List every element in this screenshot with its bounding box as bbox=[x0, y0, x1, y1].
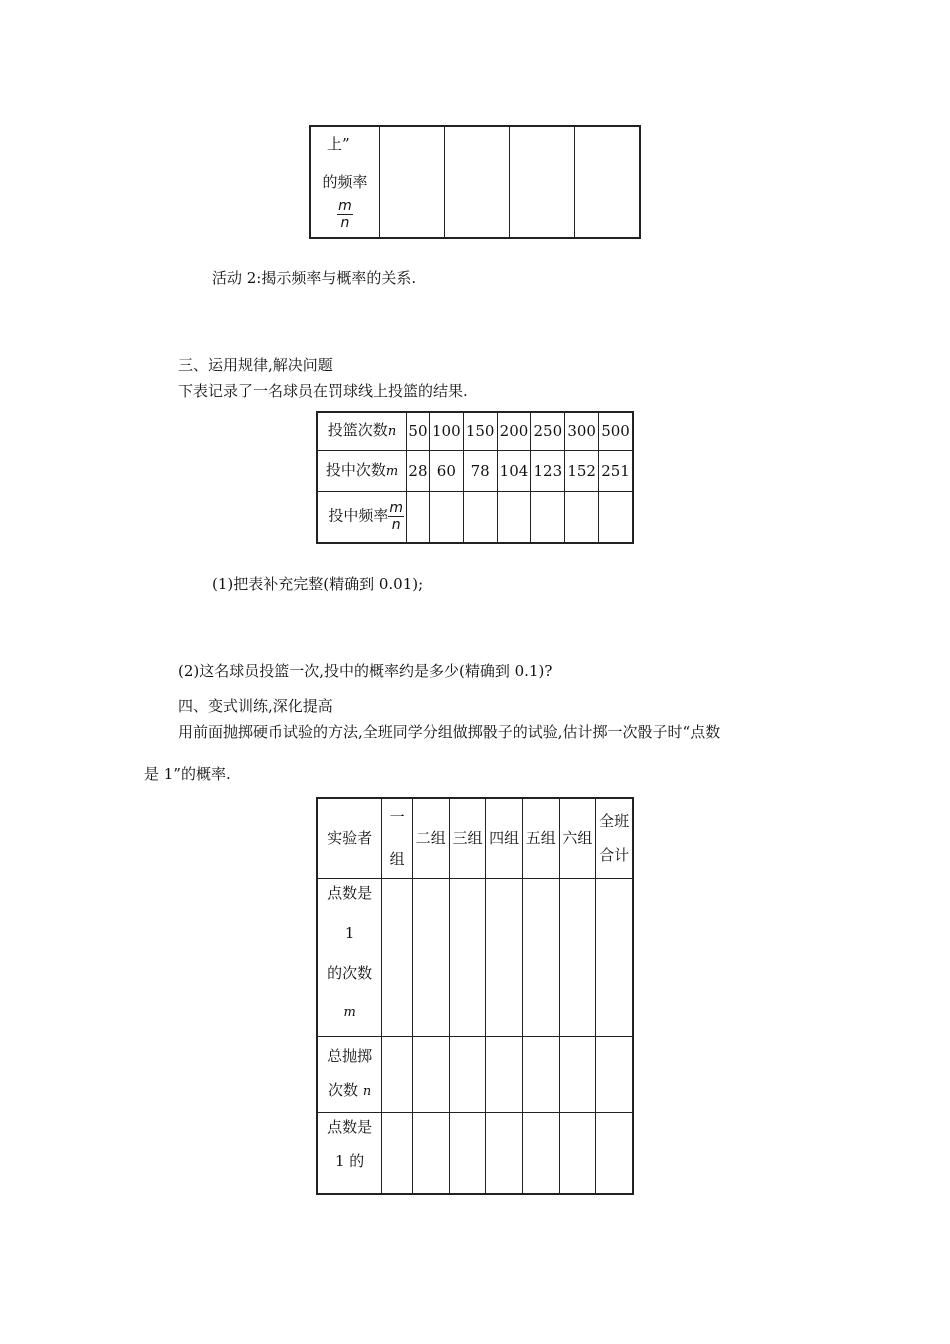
shooting-results-table bbox=[316, 411, 634, 544]
row-label-count-of-one: 点数是 1 的次数 m bbox=[317, 878, 382, 1036]
header-group-2: 二组 bbox=[412, 798, 449, 878]
hits-value: 28 bbox=[407, 450, 430, 491]
question-2: (2)这名球员投篮一次,投中的概率约是多少(精确到 0.1)? bbox=[178, 662, 553, 680]
hits-value: 60 bbox=[429, 450, 463, 491]
empty-cell bbox=[449, 878, 486, 1036]
empty-cell bbox=[382, 878, 413, 1036]
header-group-4: 四组 bbox=[486, 798, 523, 878]
empty-cell bbox=[463, 491, 497, 543]
empty-cell bbox=[449, 1036, 486, 1112]
attempts-value: 250 bbox=[531, 412, 565, 450]
empty-cell bbox=[575, 126, 641, 238]
hits-value: 78 bbox=[463, 450, 497, 491]
row-label-hits: 投中次数m bbox=[317, 450, 407, 491]
section-4-heading: 四、变式训练,深化提高 bbox=[178, 697, 333, 715]
header-group-5: 五组 bbox=[522, 798, 559, 878]
empty-cell bbox=[596, 1036, 633, 1112]
attempts-value: 50 bbox=[407, 412, 430, 450]
attempts-value: 150 bbox=[463, 412, 497, 450]
section-4-para-line-1: 用前面抛掷硬币试验的方法,全班同学分组做掷骰子的试验,估计掷一次骰子时“点数 bbox=[178, 723, 721, 741]
row-label-attempts: 投篮次数n bbox=[317, 412, 407, 450]
label-line-2: 的频率 bbox=[322, 172, 368, 191]
empty-cell bbox=[559, 1036, 596, 1112]
attempts-value: 300 bbox=[565, 412, 599, 450]
row-label-frequency-of-one: 点数是 1 的 bbox=[317, 1112, 382, 1194]
empty-cell bbox=[522, 878, 559, 1036]
header-group-6: 六组 bbox=[559, 798, 596, 878]
empty-cell bbox=[596, 1112, 633, 1194]
empty-cell bbox=[510, 126, 575, 238]
hits-value: 104 bbox=[497, 450, 531, 491]
section-3-intro: 下表记录了一名球员在罚球线上投篮的结果. bbox=[178, 382, 468, 400]
header-group-1: 一 组 bbox=[382, 798, 413, 878]
empty-cell bbox=[497, 491, 531, 543]
header-total: 全班 合计 bbox=[596, 798, 633, 878]
empty-cell bbox=[382, 1036, 413, 1112]
question-1: (1)把表补充完整(精确到 0.01); bbox=[212, 575, 424, 593]
header-experimenter: 实验者 bbox=[317, 798, 382, 878]
hits-value: 251 bbox=[599, 450, 633, 491]
header-group-3: 三组 bbox=[449, 798, 486, 878]
fraction-m-over-n: $\frac{m}{n}$ bbox=[338, 197, 352, 231]
empty-cell bbox=[559, 1112, 596, 1194]
empty-cell bbox=[559, 878, 596, 1036]
empty-cell bbox=[565, 491, 599, 543]
empty-cell bbox=[531, 491, 565, 543]
empty-cell bbox=[412, 1112, 449, 1194]
attempts-value: 200 bbox=[497, 412, 531, 450]
empty-cell bbox=[486, 1036, 523, 1112]
empty-cell bbox=[522, 1036, 559, 1112]
empty-cell bbox=[599, 491, 633, 543]
empty-cell bbox=[445, 126, 510, 238]
hits-value: 152 bbox=[565, 450, 599, 491]
empty-cell bbox=[382, 1112, 413, 1194]
activity-2-text: 活动 2:揭示频率与概率的关系. bbox=[212, 269, 417, 287]
frequency-label-cell bbox=[310, 126, 380, 238]
attempts-value: 500 bbox=[599, 412, 633, 450]
empty-cell bbox=[596, 878, 633, 1036]
empty-cell bbox=[380, 126, 445, 238]
fraction-m-over-n: $\frac{m}{n}$ bbox=[389, 500, 403, 534]
row-label-total-throws: 总抛掷 次数 n bbox=[317, 1036, 382, 1112]
frequency-table-partial bbox=[309, 125, 641, 239]
empty-cell bbox=[407, 491, 430, 543]
dice-experiment-table bbox=[316, 797, 634, 1195]
empty-cell bbox=[486, 1112, 523, 1194]
hits-value: 123 bbox=[531, 450, 565, 491]
section-4-para-line-2: 是 1”的概率. bbox=[144, 765, 231, 783]
empty-cell bbox=[449, 1112, 486, 1194]
row-label-frequency: 投中频率 $\frac{m}{n}$ bbox=[317, 491, 407, 543]
empty-cell bbox=[429, 491, 463, 543]
empty-cell bbox=[412, 878, 449, 1036]
empty-cell bbox=[412, 1036, 449, 1112]
attempts-value: 100 bbox=[429, 412, 463, 450]
empty-cell bbox=[522, 1112, 559, 1194]
section-3-heading: 三、运用规律,解决问题 bbox=[178, 356, 333, 374]
empty-cell bbox=[486, 878, 523, 1036]
label-line-1: 上” bbox=[327, 134, 350, 153]
